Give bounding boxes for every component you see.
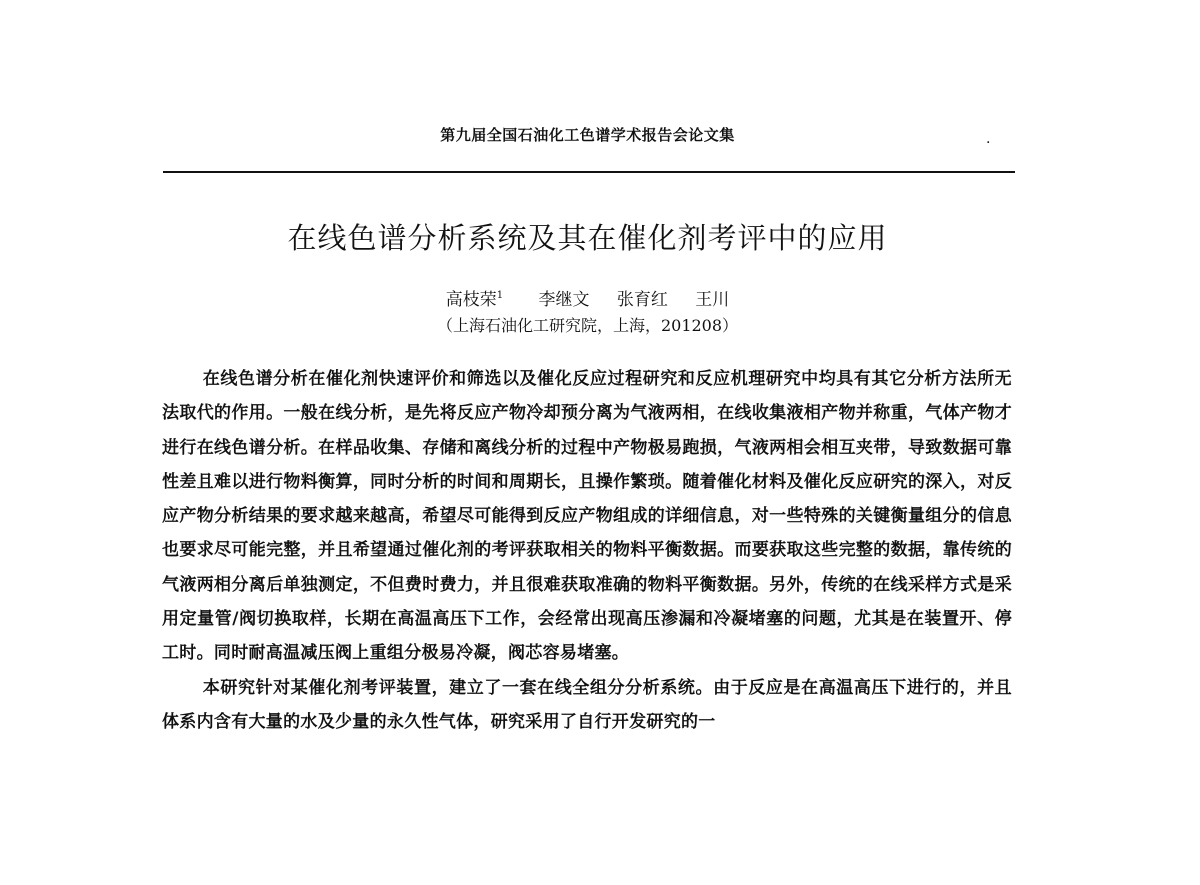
body-text	[162, 362, 1012, 739]
paragraph-2: 本研究针对某催化剂考评装置，建立了一套在线全组分分析系统。由于反应是在高温高压下进行的，并且体系内含有大量的水及少量的永久性气体，研究采用了自行开发研究的一	[162, 677, 1012, 732]
author-name: 高枝荣	[445, 290, 497, 310]
author-1	[446, 290, 511, 310]
header-dot: .	[986, 131, 991, 147]
header-rule	[163, 171, 1015, 173]
author-3: 张育红	[616, 290, 668, 310]
author-2: 李继文	[538, 290, 590, 310]
affiliation-mark: 1	[496, 290, 504, 302]
author-4: 王川	[695, 290, 730, 310]
paper-title: 在线色谱分析系统及其在催化剂考评中的应用	[287, 221, 888, 255]
running-header: 第九届全国石油化工色谱学术报告会论文集	[440, 126, 735, 144]
affiliation: （上海石油化工研究院，上海，201208）	[436, 316, 739, 335]
paragraph-1: 在线色谱分析在催化剂快速评价和筛选以及催化反应过程研究和反应机理研究中均具有其它分析方法所无法取代的作用。一般在线分析，是先将反应产物冷却预分离为气液两相，在线收集液相产物并称重，气体产物才进行在线色谱分析。在样品收集、存储和离线分析的过程中产物极易跑损，气液两相会相互夹带，导致数据可靠性差且难以进行物料衡算，同时分析的时间和周期长，且操作繁琐。随着催化材料及催化反应研究的深入，对反应产物分析结果的要求越来越高，希望尽可能得到反应产物组成的详细信息，对一些特殊的关键衡量组分的信息也要求尽可能完整，并且希望通过催化剂的考评获取相关的物料平衡数据。而要获取这些完整的数据，靠传统的气液两相分离后单独测定，不但费时费力，并且很难获取准确的物料平衡数据。另外，传统的在线采样方式是采用定量管/阀切换取样，长期在高温高压下工作，会经常出现高压渗漏和冷凝堵塞的问题，尤其是在装置开、停工时。同时耐高温减压阀上重组分极易冷凝，阀芯容易堵塞。	[162, 369, 1012, 664]
author-list	[160, 285, 1015, 310]
